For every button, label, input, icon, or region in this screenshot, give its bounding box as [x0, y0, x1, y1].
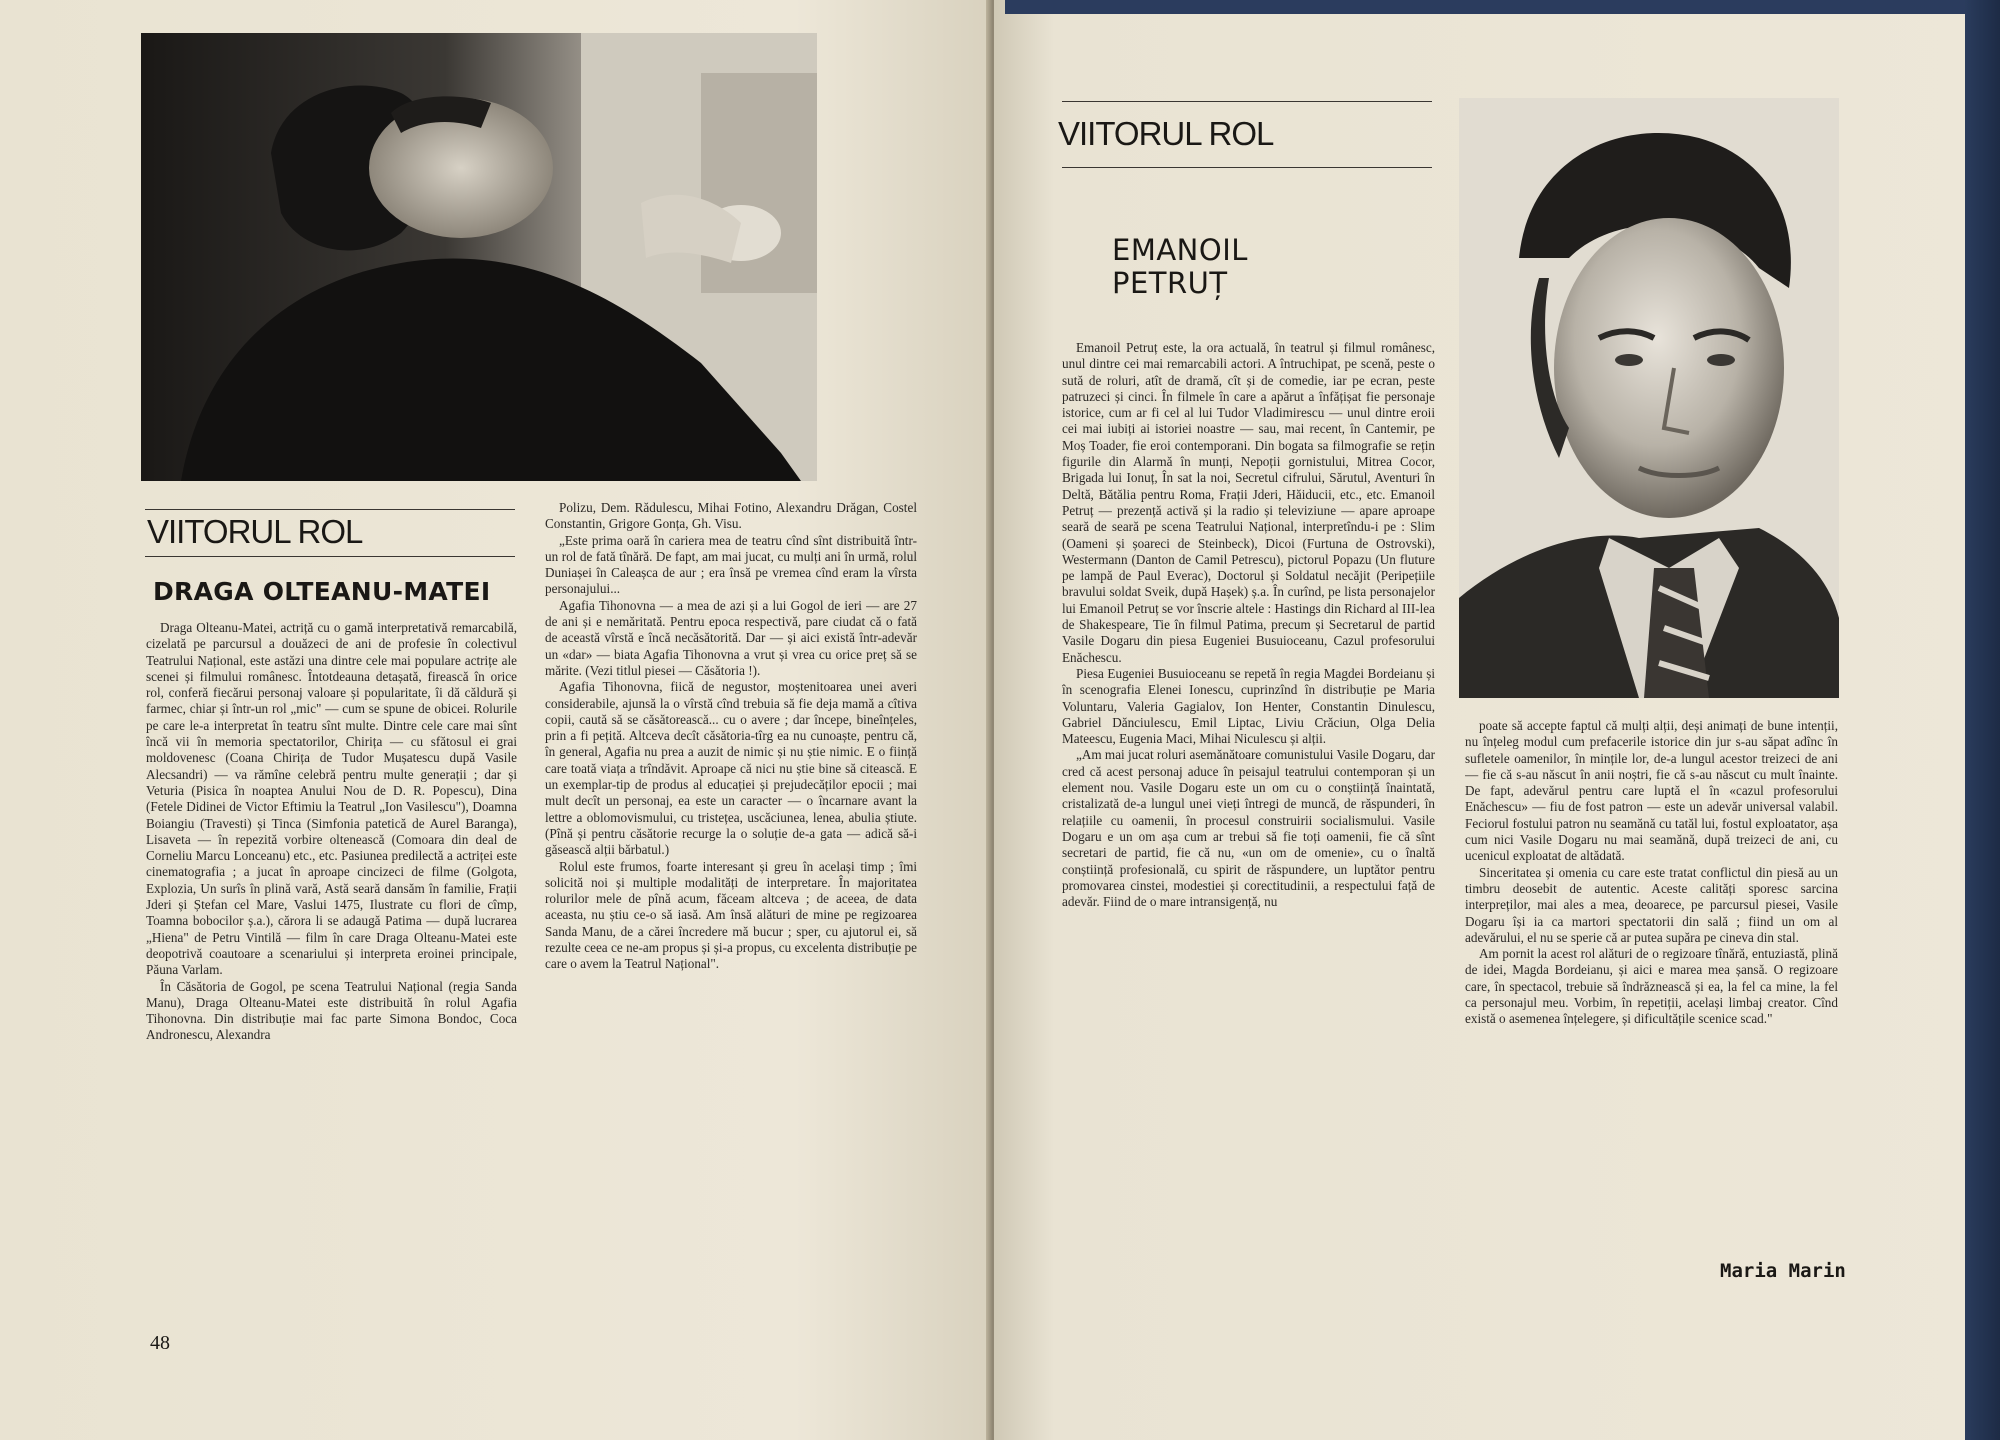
headline-first-name: EMANOIL [1112, 233, 1248, 267]
paragraph: Am pornit la acest rol alături de o regizoare tînără, entuziastă, plină de idei, Magda Bordeianu, și aici e marea mea șansă. O regizoare care, în spectacol, trebuie să îndrăznească și ea, la fel ca mine, la fel ca personajul meu. Vorbim, în repetiții, același limbaj creator. Cînd există o asemenea înțelegere, și dificultățile scenice scad." [1465, 946, 1838, 1027]
bottom-rule [1062, 167, 1432, 168]
article-column-1 [146, 620, 517, 1377]
bottom-rule [145, 556, 515, 557]
headline-last-name: PETRUȚ [1112, 266, 1228, 300]
paragraph: Polizu, Dem. Rădulescu, Mihai Fotino, Alexandru Drăgan, Costel Constantin, Grigore Gonța, Gh. Visu. [545, 500, 917, 532]
actor-photo [1459, 98, 1839, 698]
paragraph: Rolul este frumos, foarte interesant și greu în același timp ; îmi solicită noi și multiple modalități de interpretare. În majoritatea rolurilor mele de pînă acum, făceam altceva ; de aceea, de data aceasta, nu știu ce-o să iasă. Am însă alături de mine pe regizoarea Sanda Manu, de a cărei încredere mă bucur ; sper, cu ajutorul ei, să rezulte ceea ce ne-am propus și și-a propus, cu excelenta distribuție pe care o avem la Teatrul Național". [545, 858, 917, 972]
paragraph: Agafia Tihonovna, fiică de negustor, moștenitoarea unei averi considerabile, ajunsă la o vîrstă cînd trebuia să fie deja mamă a cîtiva copii, caută să se căsătorească... cu o avere ; dar începe, bineînțeles, prin a fi pețită. Altceva decît căsătoria-tîrg ea nu cunoaște, pentru că, în general, Agafia nu prea a auzit de nimic și nu știe nimic. E o ființă care toată viața a trîndăvit. Aproape că nici nu știe bine să citească. E un exemplar-tip de produs al educației și prejudecăților epocii ; mai mult decît un personaj, ea este un caracter — o încarnare avant la lettre a oblomovismului, cu tristețea, uscăciunea, lenea, abulia știute. (Pînă și pentru căsătorie recurge la o soluție de-a gata — adică să-i găsească alții bărbatul.) [545, 679, 917, 858]
left-page [0, 0, 994, 1440]
paragraph: Piesa Eugeniei Busuioceanu se repetă în regia Magdei Bordeianu și în scenografia Elenei Ionescu, cuprinzînd în distribuție pe Maria Voluntaru, Valeria Gagialov, Ion Henter, Constantin Dinulescu, Gabriel Dănciulescu, Emil Liptac, Liviu Crăciun, Olga Delia Mateescu, Eugenia Maci, Mihai Niculescu și alții. [1062, 665, 1435, 747]
paragraph: Agafia Tihonovna — a mea de azi și a lui Gogol de ieri — are 27 de ani și e nemăritată. Pentru epoca respectivă, pare ciudat că o fată de această vîrstă e încă necăsătorită. Dar — și aici există într-adevăr un «dar» — biata Agafia Tihonovna a vrut și vrea cu orice preț să se mărite. (Vezi titlul piesei — Căsătoria !). [545, 597, 917, 678]
section-label: VIITORUL ROL [1058, 115, 1274, 152]
right-page [994, 0, 2000, 1440]
article-column-2 [545, 500, 917, 1376]
paragraph: „Am mai jucat roluri asemănătoare comunistului Vasile Dogaru, dar cred că acest personaj aduce în peisajul teatrului contemporan și un element nou. Vasile Dogaru este un om cu o conștiință înaintată, cristalizată de-a lungul unei vieți întregi de muncă, de răspunderi, în relațiile cu oamenii, în procesul construirii socialismului. Vasile Dogaru e un om așa cum ar trebui să fie toți oamenii, fie că sînt secretari de partid, fie că nu, «un om de omenie», cu o înaltă conștiință profesională, cu spirit de răspundere, un luptător pentru promovarea cinstei, modestiei și corectitudinii, a respectului față de adevăr. Fiind de o mare intransigență, nu [1062, 747, 1435, 910]
paragraph: poate să accepte faptul că mulți alții, deși animați de bune intenții, nu înțeleg modul cum prefacerile istorice din jur s-au săpat adînc în sufletele oamenilor, în mințile lor, de-a lungul acestor treizeci de ani — fie că s-au născut în anii noștri, fie că s-au născut cu mult înainte. De fapt, adevărul pentru care luptă el în «cazul profesorului Enăchescu» — fiu de fost patron — este un adevăr universal valabil. Feciorul fostului patron nu seamănă cu tatăl lui, fostul exploatator, așa cum nici Vasile Dogaru nu mai seamănă, după treizeci de ani, cu ucenicul exploatat de altădată. [1465, 718, 1838, 864]
author-signature: Maria Marin [1720, 1260, 1846, 1282]
book-cover-top-edge [1005, 0, 2000, 14]
paragraph: Emanoil Petruț este, la ora actuală, în teatrul și filmul românesc, unul dintre cei mai remarcabili actori. A întruchipat, pe scenă, peste o sută de roluri, atît de dramă, cît și de comedie, iar pe ecran, peste patruzeci și cinci. În filmele în care a apărut a înfățișat fie personaje istorice, cum ar fi cel al lui Tudor Vladimirescu — unul dintre eroii cei mai iubiți ai istoriei noastre — sau, mai recent, în Cantemir, pe Moș Toader, fie eroi contemporani. Din bogata sa filmografie se rețin figurile din Alarmă în munți, Nepoții gornistului, Mitrea Cocor, Brigada lui Ionuț, În sat la noi, Secretul cifrului, Sărutul, Aventuri în Deltă, Bătălia pentru Roma, Frații Jderi, Hăiducii, etc., etc. Emanoil Petruț — prezență activă și la radio și televiziune — apare aproape seară de seară pe scena Teatrului Național, interpretîndu-i pe : Slim (Oameni și șoareci de Steinbeck), Dicoi (Furtuna de Ostrovski), Westermann (Danton de Camil Petrescu), pictorul Popazu (Un fluture pe lampă de Paul Everac), Doctorul și Soldatul necăjit (Peripețiile bravului soldat Sveik, după Hașek) ș.a. În curînd, pe lista personajelor lui Emanoil Petruț se vor înscrie altele : Hastings din Richard al III-lea de Shakespeare, Tie în filmul Patima, precum și Secretarul de partid Vasile Dogaru din piesa Eugeniei Busuioceanu, Cazul profesorului Enăchescu. [1062, 340, 1435, 665]
page-number: 48 [150, 1332, 170, 1354]
article-column-1 [1062, 340, 1435, 1376]
article-headline: DRAGA OLTEANU-MATEI [153, 577, 491, 606]
paragraph: Sinceritatea și omenia cu care este tratat conflictul din piesă au un timbru deosebit de autentic. Aceste calități sporesc sarcina interpreților, mai ales a mea, deoarece, pe parcursul piesei, Vasile Dogaru își ia ca martori spectatorii din sală ; fiind un om al adevărului, el nu se sperie că ar putea supăra pe cineva din stal. [1465, 864, 1838, 945]
paragraph: „Este prima oară în cariera mea de teatru cînd sînt distribuită într-un rol de fată tînără. De fapt, am mai jucat, cu mulți ani în urmă, rolul Duniașei în Caleașca de aur ; era însă pe vremea cînd eram la vîrsta personajului... [545, 532, 917, 597]
article-column-2 [1465, 718, 1838, 1230]
paragraph: În Căsătoria de Gogol, pe scena Teatrului Național (regia Sanda Manu), Draga Olteanu-Matei este distribuită în rolul Agafia Tihonovna. Din distribuție mai fac parte Simona Bondoc, Coca Andronescu, Alexandra [146, 978, 517, 1043]
actress-photo [141, 33, 817, 481]
book-cover-side-edge [1965, 0, 2000, 1440]
paragraph: Draga Olteanu-Matei, actriță cu o gamă interpretativă remarcabilă, cizelată pe parcursul a douăzeci de ani de profesie în colectivul Teatrului Național, este astăzi una dintre cele mai populare actrițe ale scenei și filmului românesc. Întotdeauna detașată, firească în orice rol, conferă fiecărui personaj valoare și popularitate, îi dă căldură și farmec, chiar și într-un rol „mic" — cum se spune de obicei. Rolurile pe care le-a interpretat în teatru sînt multe. Dintre cele care mai sînt încă vii în memoria spectatorilor, Chirița — cu sfătosul ei grai moldovenesc (Coana Chirița de Tudor Mușatescu după Vasile Alecsandri) — va rămîne celebră pentru multe generații ; dar și Veturia (Pisica în noaptea Anului Nou de D. R. Popescu), Dina (Fetele Didinei de Victor Eftimiu la Teatrul „Ion Vasilescu"), Doamna Boiangiu (Travesti) și Tinca (Simfonia patetică de Aurel Baranga), Lisaveta — în repezită vorbire oltenească (Comoara din deal de Corneliu Marcu Lonceanu) etc., etc. Pasiunea predilectă a actriței este cinematografia ; a jucat în aproape cincizeci de filme (Golgota, Explozia, Un surîs în plină vară, Astă seară dansăm în familie, Frații Jderi și Ștefan cel Mare, Vaslui 1475, Ilustrate cu flori de cîmp, Toamna bobocilor ș.a.), cărora li se adaugă Patima — după lucrarea „Hiena" de Petru Vintilă — film în care Draga Olteanu-Matei este deopotrivă coautoare a scenariului și interpreta eroinei principale, Păuna Varlam. [146, 620, 517, 978]
top-rule [145, 509, 515, 510]
top-rule [1062, 101, 1432, 102]
section-label: VIITORUL ROL [147, 513, 363, 550]
